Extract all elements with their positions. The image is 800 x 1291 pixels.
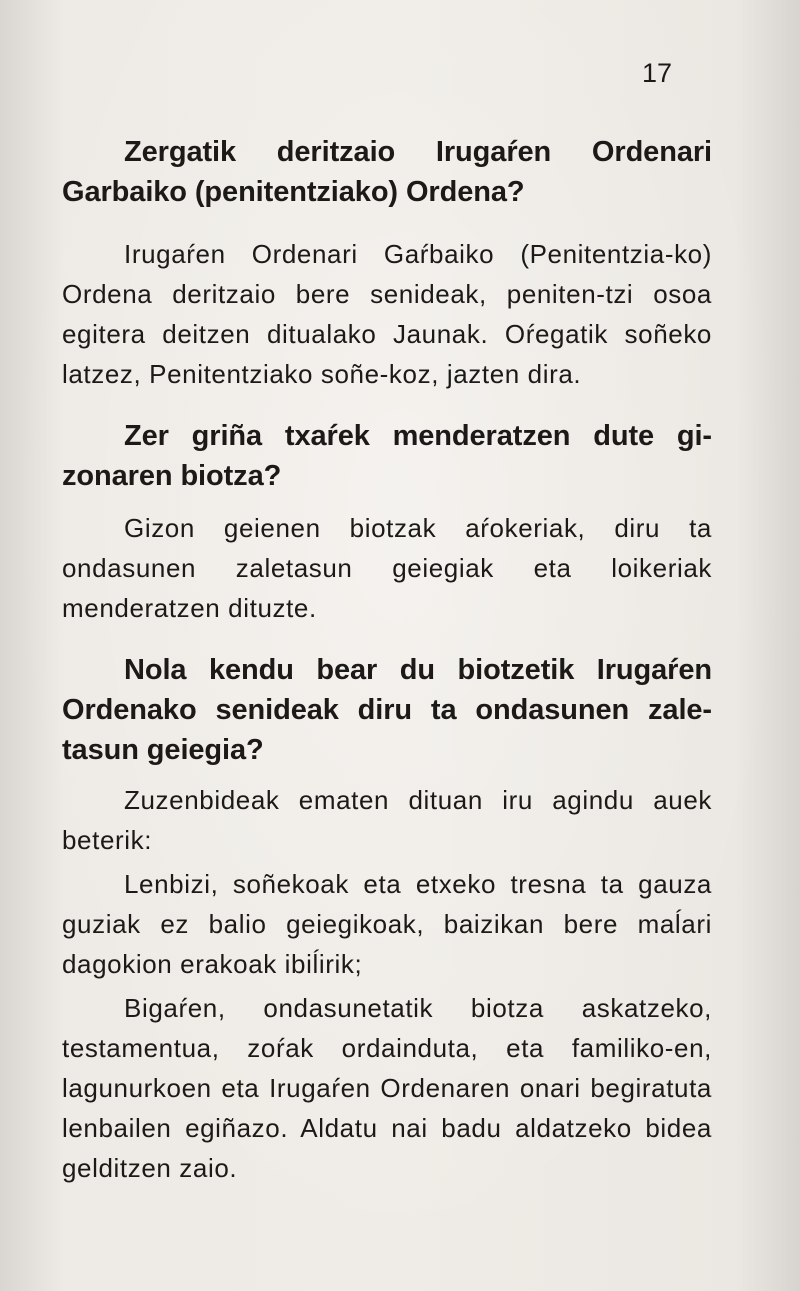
page-number: 17 (641, 58, 672, 88)
answer-paragraph: Gizon geienen biotzak aŕokeriak, diru ta ondasunen zaletasun geiegiak eta loikeriak menderatzen dituzte. (62, 513, 712, 623)
answer-paragraph: Lenbizi, soñekoak eta etxeko tresna ta gauza guziak ez balio geiegikoak, baizikan bere maĺari dagokion erakoak ibiĺirik; (62, 869, 712, 979)
answer-paragraph: Zuzenbideak ematen dituan iru agindu auek beterik: (62, 785, 712, 855)
question-heading: Zer griña txaŕek menderatzen dute gi-zonaren biotza? (62, 420, 712, 492)
question-heading: Zergatik deritzaio Irugaŕen Ordenari Garbaiko (penitentziako) Ordena? (62, 136, 712, 208)
answer-paragraph: Irugaŕen Ordenari Gaŕbaiko (Penitentzia-ko) Ordena deritzaio bere senideak, peniten-tzi osoa egitera deitzen ditualako Jaunak. Oŕegatik soñeko latzez, Penitentziako soñe-koz, jazten dira. (62, 239, 712, 389)
question-heading: Nola kendu bear du biotzetik Irugaŕen Ordenako senideak diru ta ondasunen zale-tasun geiegia? (62, 654, 712, 766)
answer-paragraph: Bigaŕen, ondasunetatik biotza askatzeko, testamentua, zoŕak ordainduta, eta familiko-en, lagunurkoen eta Irugaŕen Ordenaren onari begiratuta lenbailen egiñazo. Aldatu nai badu aldatzeko bidea gelditzen zaio. (62, 993, 712, 1183)
page-text (62, 132, 712, 1188)
